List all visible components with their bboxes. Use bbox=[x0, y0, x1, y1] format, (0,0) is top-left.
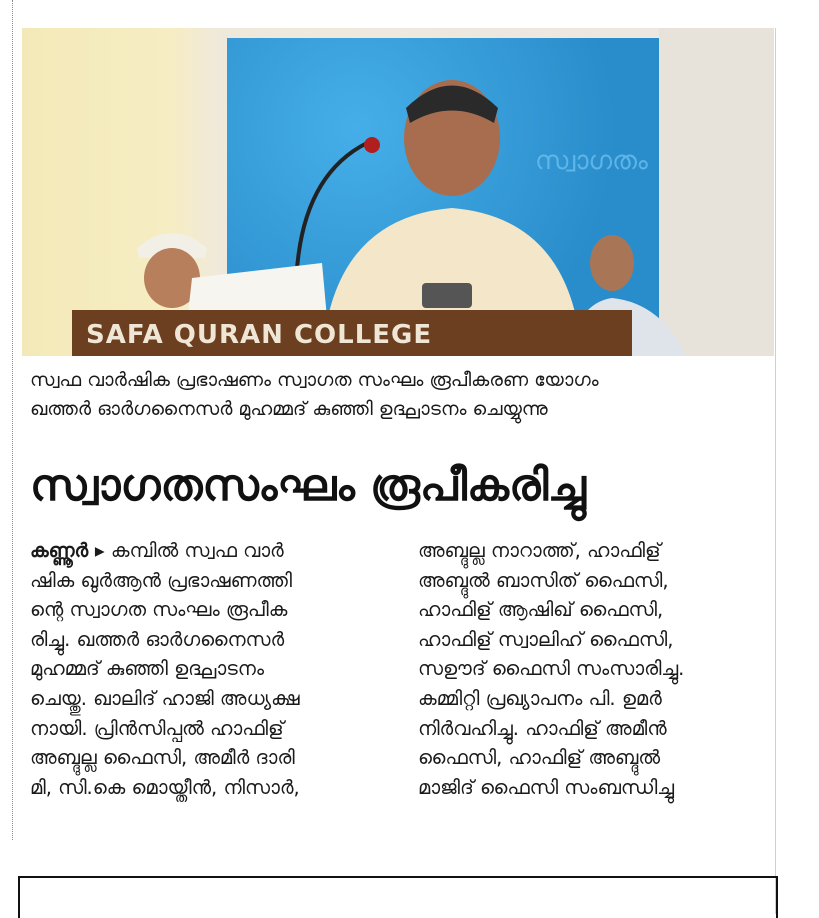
article-line: നിർവഹിച്ചു. ഹാഫിള് അമീൻ bbox=[418, 716, 667, 740]
article-line: ഷിക ഖുർആൻ പ്രഭാഷണത്തി bbox=[30, 568, 292, 592]
article-column-right bbox=[418, 536, 770, 802]
page-edge-rule bbox=[775, 28, 776, 914]
article-line: ചെയ്തു. ഖാലിദ് ഹാജി അധ്യക്ഷ bbox=[30, 686, 300, 710]
caption-line: സ്വഫ വാർഷിക പ്രഭാഷണം സ്വാഗത സംഘം രൂപീകരണ യോഗം bbox=[30, 369, 599, 391]
next-article-box bbox=[18, 876, 778, 918]
column-rule bbox=[12, 0, 13, 840]
article-line: മാജിദ് ഫൈസി സംബന്ധിച്ചു bbox=[418, 775, 675, 799]
news-photo bbox=[22, 28, 774, 356]
article-line: അബ്ദുൽ ബാസിത് ഫൈസി, bbox=[418, 568, 669, 592]
article-line: സഊദ് ഫൈസി സംസാരിച്ചു. bbox=[418, 657, 685, 681]
article-line: ഹാഫിള് ആഷിഖ് ഫൈസി, bbox=[418, 598, 664, 622]
dateline: കണ്ണൂർ ▸ bbox=[30, 539, 105, 562]
screen-text: സ്വാഗതം bbox=[535, 146, 648, 176]
article-line: മി, സി.കെ മൊയ്തീൻ, നിസാർ, bbox=[30, 775, 300, 799]
article-line: നായി. പ്രിൻസിപ്പൽ ഹാഫിള് bbox=[30, 716, 284, 740]
article-line: അബ്ദുല്ല നാറാത്ത്, ഹാഫിള് bbox=[418, 539, 661, 562]
article-line: കമ്മിറ്റി പ്രഖ്യാപനം പി. ഉമർ bbox=[418, 686, 662, 710]
podium-label: SAFA QURAN COLLEGE bbox=[86, 320, 433, 350]
article-line: അബ്ദുല്ല ഫൈസി, അമീർ ദാരി bbox=[30, 746, 295, 770]
article-column-left bbox=[30, 536, 382, 802]
article-line: രിച്ചു. ഖത്തർ ഓർഗനൈസർ bbox=[30, 627, 285, 651]
article-text: കമ്പിൽ സ്വഫ വാർ bbox=[104, 539, 284, 562]
headline: സ്വാഗതസംഘം രൂപീകരിച്ചു bbox=[30, 460, 586, 511]
caption-line: ഖത്തർ ഓർഗനൈസർ മുഹമ്മദ് കുഞ്ഞി ഉദ്ഘാടനം ചെയ്യുന്നു bbox=[30, 398, 548, 420]
article-line: ഹാഫിള് സ്വാലിഹ് ഫൈസി, bbox=[418, 627, 674, 651]
podium bbox=[72, 310, 632, 356]
article-line: മുഹമ്മദ് കുഞ്ഞി ഉദ്ഘാടനം bbox=[30, 657, 264, 681]
article-line: ഫൈസി, ഹാഫിള് അബ്ദുൽ bbox=[418, 746, 661, 770]
article-line bbox=[30, 536, 382, 566]
photo-caption bbox=[30, 366, 770, 424]
article-line: ന്റെ സ്വാഗത സംഘം രൂപീക bbox=[30, 598, 288, 622]
